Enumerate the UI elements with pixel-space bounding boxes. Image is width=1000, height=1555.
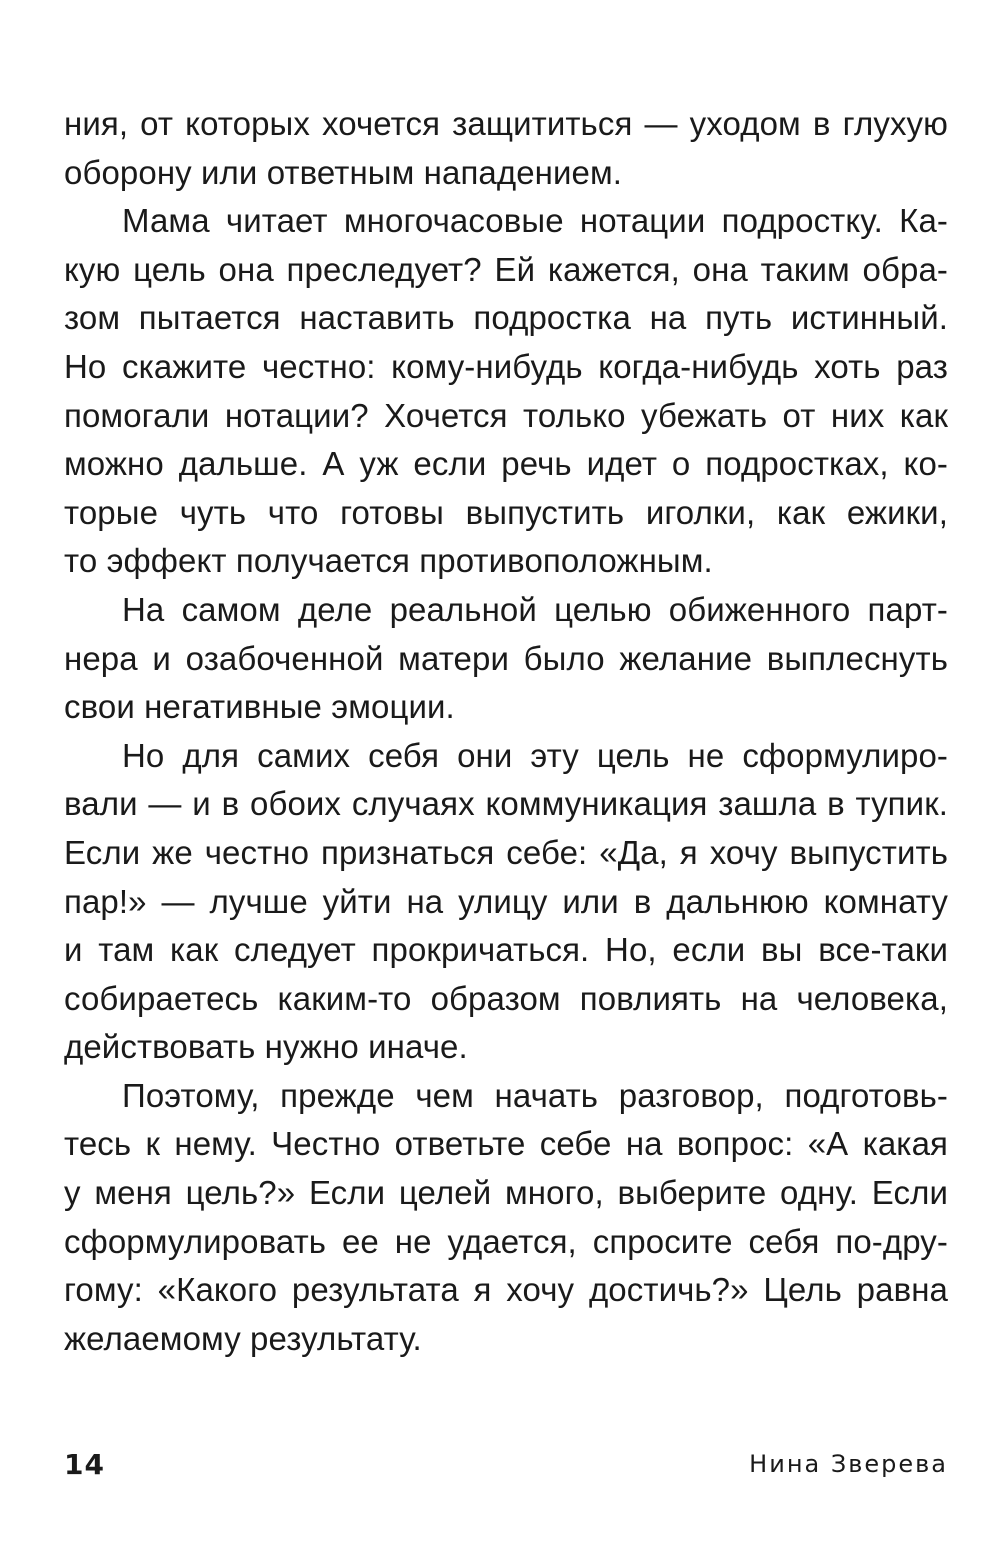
text-line: Если же честно признаться себе: «Да, я хочу выпустить [64,833,948,871]
text-line: зом пытается наставить подростка на путь истинный. [64,299,948,337]
text-line: нера и озабоченной матери было желание выплеснуть [64,639,948,677]
text-line: Поэтому, прежде чем начать разговор, подготовь- [122,1076,948,1114]
text-line: На самом деле реальной целью обиженного парт- [122,590,948,628]
text-line: вали — и в обоих случаях коммуникация зашла в тупик. [64,785,948,823]
text-line: оборону или ответным нападением. [64,153,623,191]
text-line: ния, от которых хочется защититься — уходом в глухую [64,105,948,142]
text-line: Но скажите честно: кому-нибудь когда-нибудь хоть раз [64,347,948,385]
text-line: можно дальше. А уж если речь идет о подростках, ко- [64,445,948,483]
text-line: пар!» — лучше уйти на улицу или в дальнюю комнату [64,882,948,920]
text-line: собираетесь каким-то образом повлиять на человека, [64,979,948,1017]
text-line: Мама читает многочасовые нотации подростку. Ка- [122,202,948,240]
text-line: гому: «Какого результата я хочу достичь?» Цель равна [64,1271,948,1309]
text-line: у меня цель?» Если целей много, выберите одну. Если [64,1174,948,1212]
text-line: тесь к нему. Честно ответьте себе на вопрос: «А какая [64,1125,948,1163]
text-line: то эффект получается противоположным. [64,542,713,580]
running-footer-author: Нина Зверева [749,1450,948,1478]
page-number: 14 [64,1448,105,1481]
text-line: свои негативные эмоции. [64,688,455,726]
text-line: действовать нужно иначе. [64,1028,468,1066]
text-line: Но для самих себя они эту цель не сформулиро- [122,736,948,774]
page-footer [64,1448,948,1488]
body-text [64,100,948,1363]
text-line: кую цель она преследует? Ей кажется, она таким обра- [64,250,948,288]
text-line: сформулировать ее не удается, спросите себя по-дру- [64,1222,948,1260]
text-line: торые чуть что готовы выпустить иголки, как ежики, [64,493,948,531]
text-line: желаемому результату. [64,1319,422,1357]
text-line: помогали нотации? Хочется только убежать от них как [64,396,948,434]
text-line: и там как следует прокричаться. Но, если вы все-таки [64,931,948,969]
